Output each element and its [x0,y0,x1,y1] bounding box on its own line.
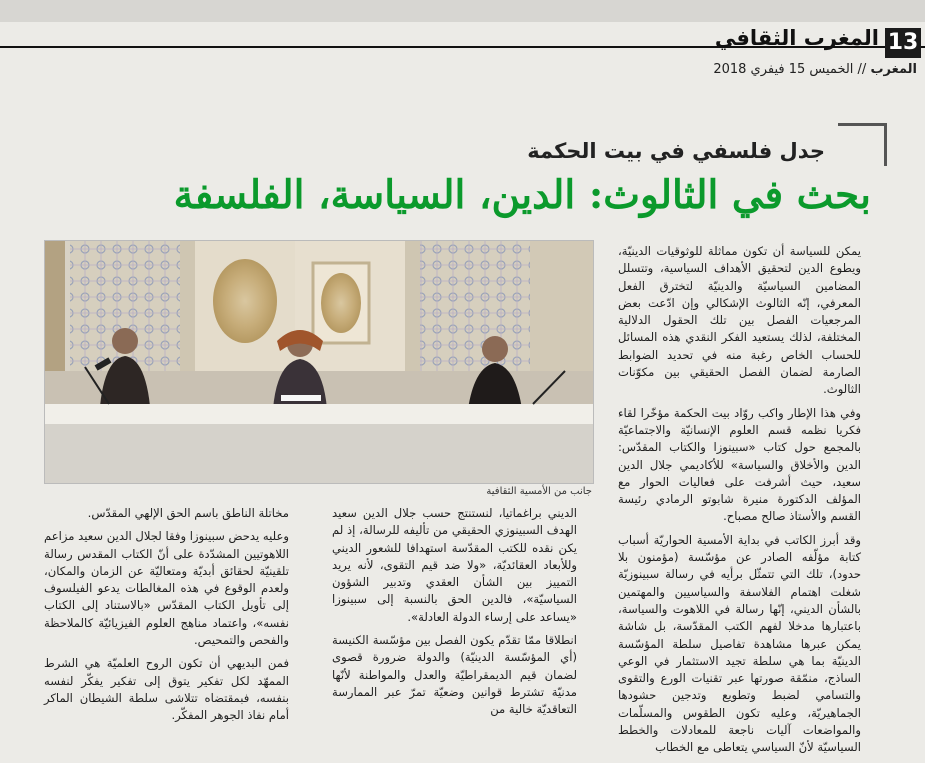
article-headline: بحث في الثالوث: الدين، السياسة، الفلسفة [173,172,871,218]
paragraph: وعليه يدحض سبينوزا وفقا لجلال الدين سعيد مزاعم اللاهوتيين المشدّدة على أنّ الكتاب المقدس رسالة تلقينيّة لحقائق أبديّة ومتعاليّة عن الزمان والمكان، ولعدم الوقوع في هذه المغالطات يدعو الفيلسوف إلى تأويل الكتاب المقدّس «بالاستناد إلى الكتاب نفسه»، واعتماد مناهج العلوم الفيزيائيّة كالملاحظة والفحص والتمحيص. [44,529,289,648]
article-column-left [44,505,289,731]
dateline [713,62,917,77]
paragraph: وقد أبرز الكاتب في بداية الأمسية الحواريّة أسباب كتابة مؤلّفه الصادر عن مؤسّسة (مؤمنون بلا حدود)، تلك التي تتمثّل برأيه في رسالة سبينوزيّة شغلت اهتمام الفلاسفة والسياسيين والمهتمين بالشأن الديني، إنّها رسالة في اللاهوت والسياسة، باعتبارها مدخلا لفهم الكتب المقدّسة، بل شاشة يمكن عبرها مشاهدة تفاصيل سلطة المؤسّسة الدينيّة بما هي سلطة تجيد الاستثمار في الوعي الساذج، منمّقة صورتها عبر تقنيات الورع والتقوى والتسامي لضبط وتطويع وتدجين حشودها الجماهيريّة، وعليه تكون الطقوس والمسلّمات والمواضعات آليات ناجعة للمعادلات والخطط السياسيّة لأنّ السياسي يتعاطى مع الخطاب [618,532,861,755]
paragraph: يمكن للسياسة أن تكون مماثلة للوثوقيات الدينيّة، ويطوع الدين لتحقيق الأهداف السياسية، وتتسلل المضامين السياسيّة والدينيّة لتخترق الفعل المعرفي، إنّه الثالوث الإشكالي وإن ادّعت بعض المرجعيات الفصل بين تلك الحقول الدلالية المختلفة، لذلك يستعيد الفكر النقدي هذه المسائل للحساب الخاص رغبة منه في تحديد الضوابط الصارمة لضمان الفصل الحقيقي بين مكوّنات الثالوث. [618,244,861,397]
kicker-bracket [838,123,887,166]
photo-caption: جانب من الأمسية الثقافية [486,486,592,497]
paragraph: الديني براغماتيا، لنستنتج حسب جلال الدين سعيد الهدف السبينوزي الحقيقي من تأليفه للرسالة، إذ لم يكن نقده للكتب المقدّسة استهدافا للشعور الديني وللأبعاد العقائديّة، «ولا ضد قيم التقوى، لأنه يريد التمييز بين الشأن العقدي وتدبير الشؤون السياسيّة»، فالدين الحق بالنسبة إلى سبينوزا «يساعد على إرساء الدولة العادلة». [332,506,577,624]
top-strip [0,0,925,22]
article-kicker: جدل فلسفي في بيت الحكمة [527,139,825,163]
section-title: المغرب الثقافي [714,26,879,50]
brand-name: المغرب [870,62,917,77]
event-photo [44,240,594,484]
paragraph: فمن البديهي أن تكون الروح العلميّة هي الشرط الممهّد لكل تفكير يتوق إلى تفكير يفكّر لنفسه بنفسه، فبمقتضاه تتلاشى سلطة الشيطان الماكر أمام نفاذ الجوهر المفكّر. [44,656,289,723]
paragraph: انطلاقا ممّا تقدّم يكون الفصل بين مؤسّسة الكنيسة (أي المؤسّسة الدينيّة) والدولة ضرورة قصوى لضمان قيم الديمقراطيّة والعدل والمواطنة لأنّها مدنيّة تشترط قوانين وضعيّة تمرّ عبر الممارسة التعاقديّة خالية من [332,633,577,717]
paragraph: مخاتلة الناطق باسم الحق الإلهي المقدّس. [87,506,289,520]
event-photo-illustration [45,241,593,483]
article-column-middle [332,505,577,725]
article-column-right [618,243,861,763]
page-number: 13 [885,28,921,58]
paragraph: وفي هذا الإطار واكب روّاد بيت الحكمة مؤخّرا لقاء فكريا نظمه قسم العلوم الإنسانيّة والاجتماعيّة بالمجمع حول كتاب «سبينوزا والكتاب المقدّس: الدين والأخلاق والسياسة» للأكاديمي جلال الدين سعيد، حيث أشرفت على فعاليات الحوار مع المؤلف الدكتورة منيرة شابوتو الرمادي رئيسة القسم والأستاذ صالح مصباح. [618,405,861,524]
issue-date: // الخميس 15 فيفري 2018 [713,62,867,77]
